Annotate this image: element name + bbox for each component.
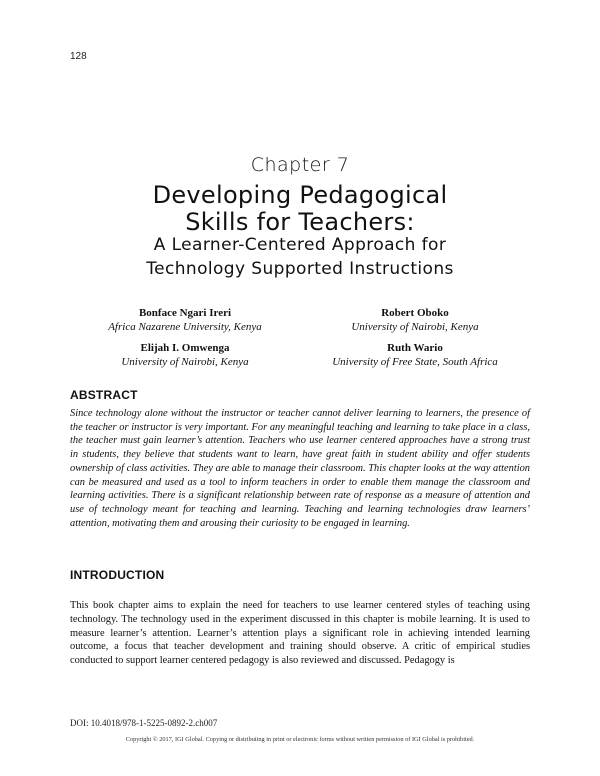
chapter-subtitle-line-2: Technology Supported Instructions <box>146 259 454 279</box>
copyright-notice: Copyright © 2017, IGI Global. Copying or distributing in print or electronic forms without written permission of IGI Global is prohibited. <box>125 736 475 743</box>
chapter-title-line-1: Developing Pedagogical <box>152 181 448 209</box>
introduction-heading: INTRODUCTION <box>70 568 165 582</box>
author-name: Bonface Ngari Ireri <box>138 307 232 319</box>
author-block <box>300 306 530 334</box>
author-block <box>70 306 300 334</box>
introduction-text: This book chapter aims to explain the need for teachers to use learner centered styles of teaching using technology. The technology used in the experiment discussed in this chapter is mobile learning. It is used to measure learner’s attention. Learner’s attention plays a significant role in achieving intended learning outcome, a focus that teacher development and training should observe. A critic of empirical studies conducted to support learner centered pedagogy is also reviewed and discussed. Pedagogy is <box>70 600 530 667</box>
author-name: Ruth Wario <box>387 342 443 354</box>
page-number: 128 <box>70 51 87 62</box>
doi: DOI: 10.4018/978-1-5225-0892-2.ch007 <box>70 718 218 728</box>
chapter-title-line-2: Skills for Teachers: <box>185 208 415 236</box>
author-affiliation: University of Free State, South Africa <box>332 356 498 368</box>
chapter-label: Chapter 7 <box>250 154 350 176</box>
abstract-text: Since technology alone without the instructor or teacher cannot deliver learning to learners, the presence of the teacher or instructor is very important. For any meaningful teaching and learning to take place in a class, the teacher must gain learner’s attention. Teachers who use learner centered approaches have a strong trust in students, they believe that students want to learn, have great faith in student ability and offer students ownership of class activities. They are able to manage their classroom. This chapter looks at the way attention can be measured and used as a tool to inform teachers in order to enable them manage the classroom and learning activities. There is a significant relationship between rate of response as a measure of attention and use of technology meant for teaching and learning. Teaching and learning technologies draw learners’ attention, motivating them and arousing their curiosity to be engaged in learning. <box>70 408 530 529</box>
author-affiliation: Africa Nazarene University, Kenya <box>108 321 262 333</box>
author-name: Elijah I. Omwenga <box>140 342 230 354</box>
author-affiliation: University of Nairobi, Kenya <box>351 321 479 333</box>
author-affiliation: University of Nairobi, Kenya <box>121 356 249 368</box>
abstract-heading: ABSTRACT <box>70 388 138 402</box>
author-block <box>300 341 530 369</box>
chapter-subtitle-line-1: A Learner-Centered Approach for <box>153 235 447 255</box>
author-block <box>70 341 300 369</box>
author-name: Robert Oboko <box>381 307 449 319</box>
